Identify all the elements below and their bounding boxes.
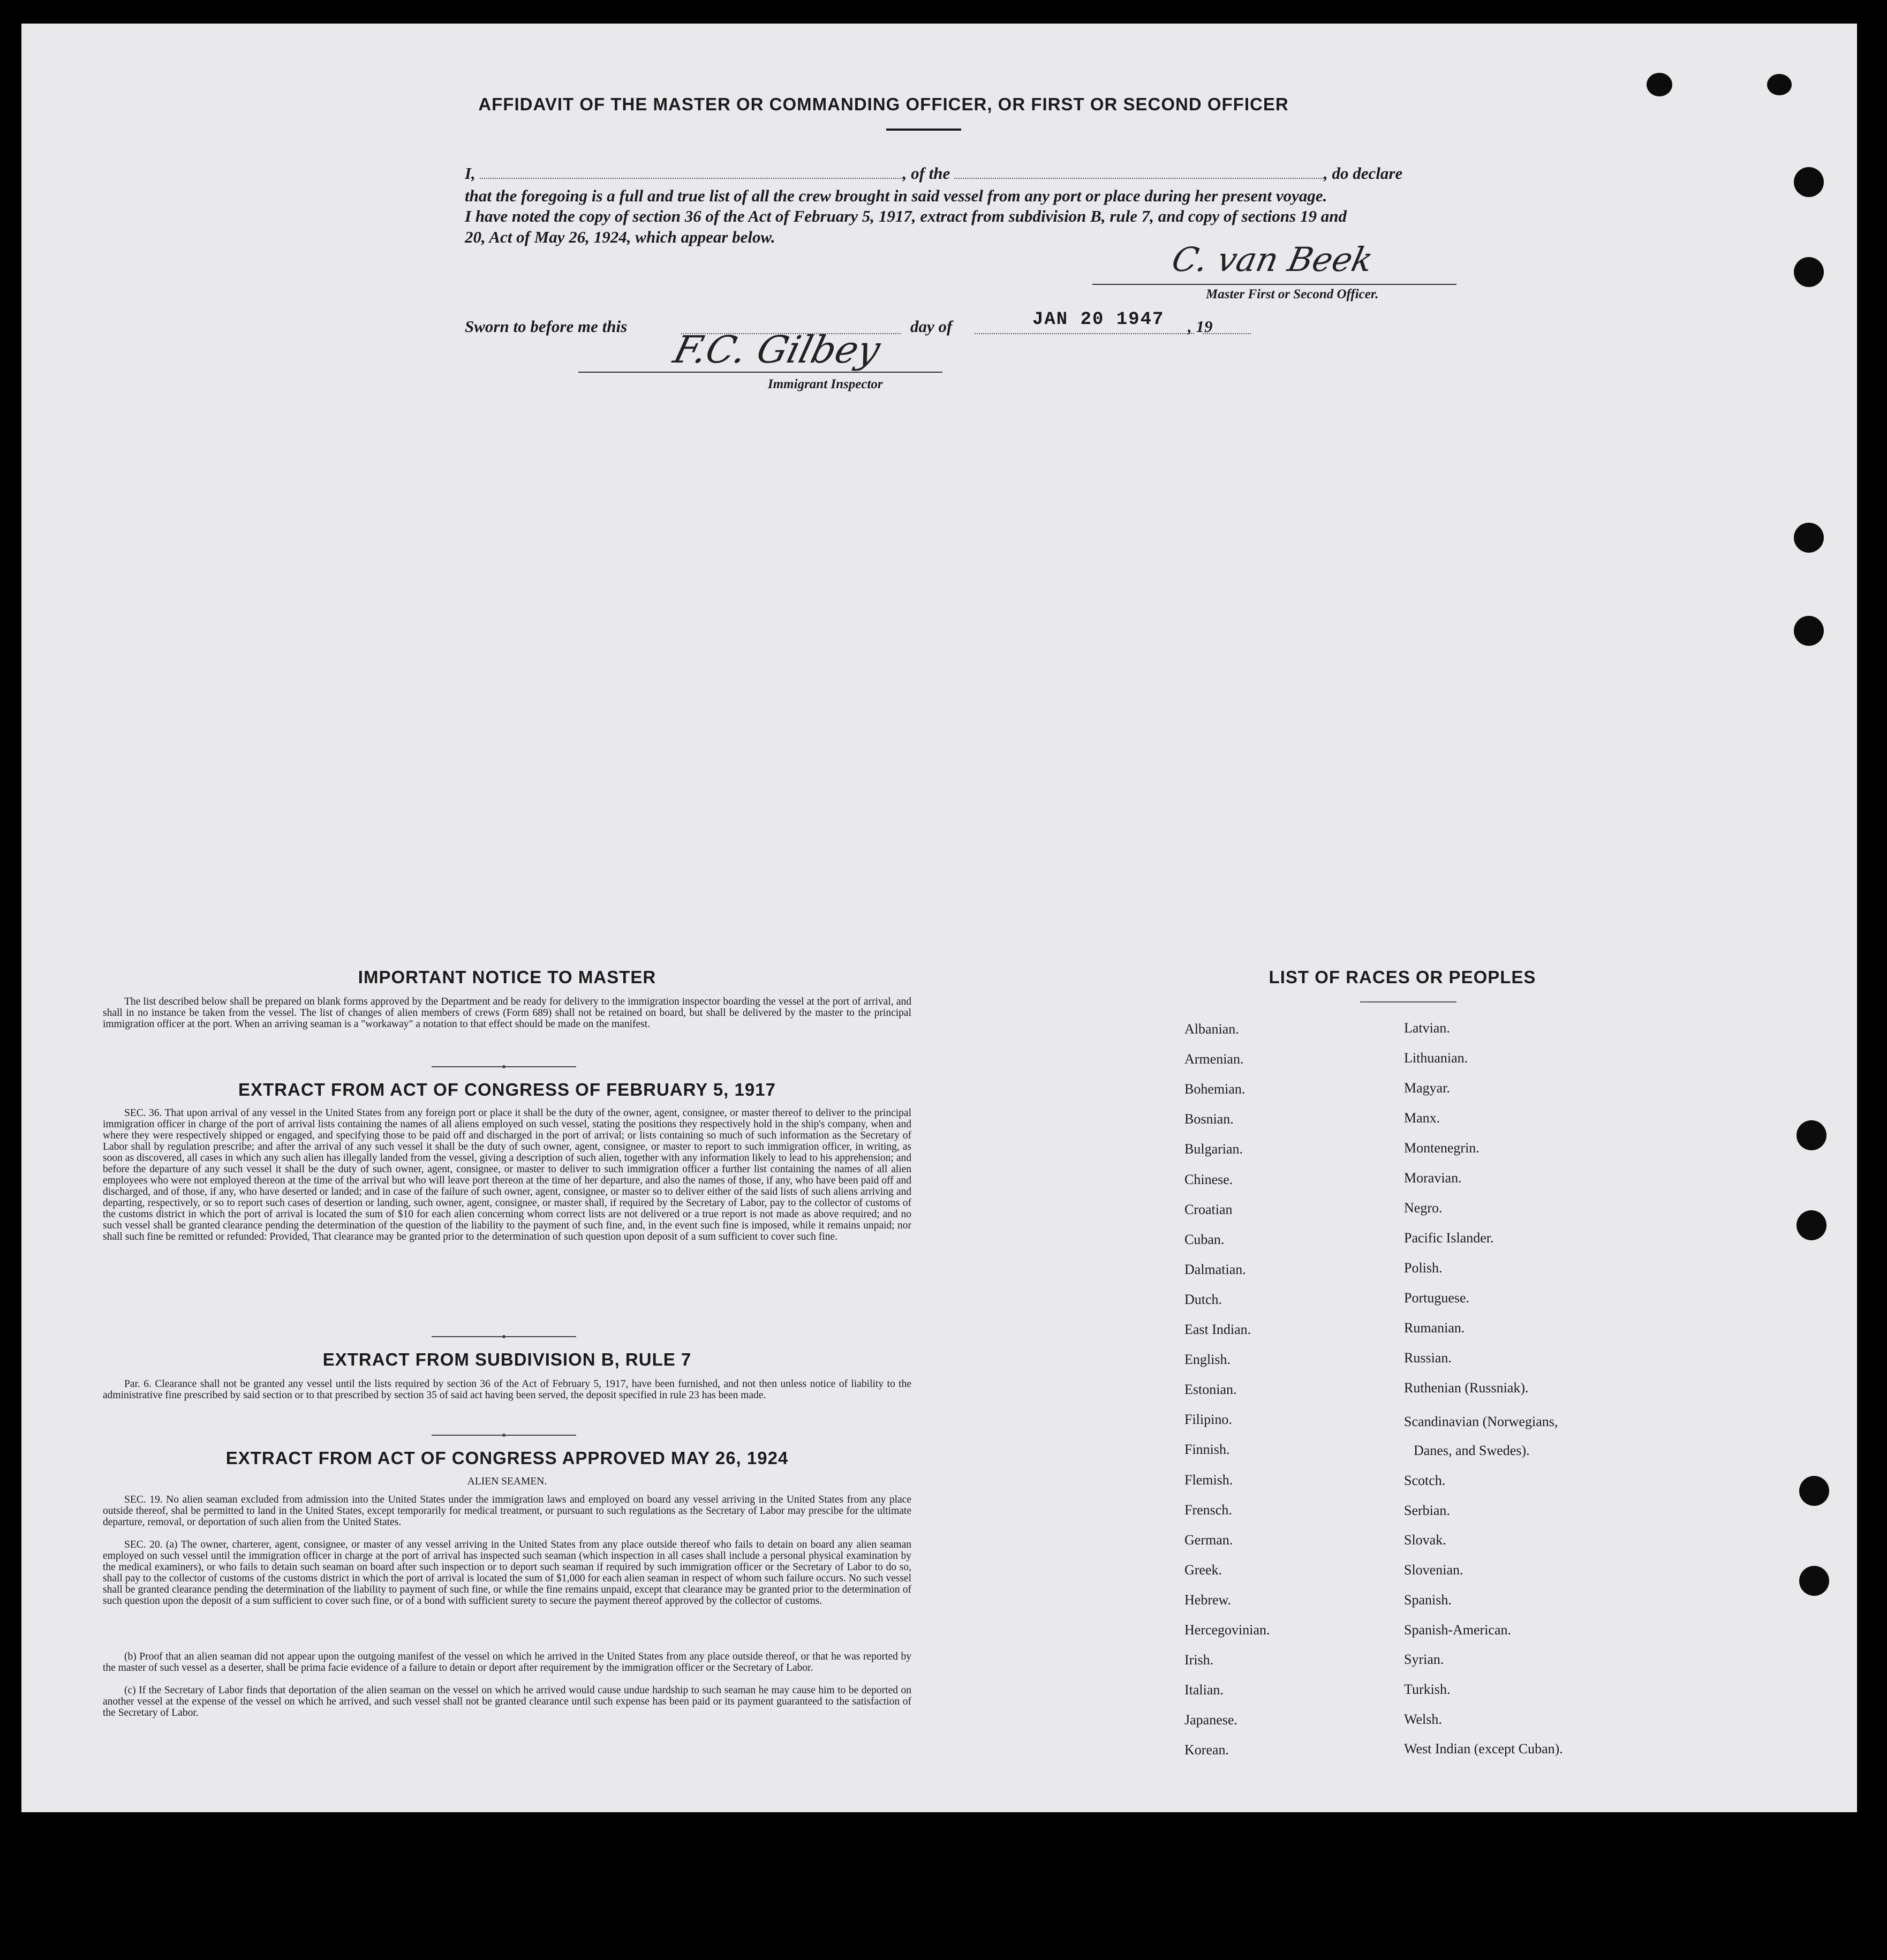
race-item: German.	[1184, 1532, 1233, 1548]
race-item: Russian.	[1404, 1350, 1452, 1366]
race-item: Hebrew.	[1184, 1592, 1232, 1608]
race-item: Greek.	[1184, 1562, 1222, 1578]
race-item: Slovak.	[1404, 1532, 1446, 1548]
name-blank[interactable]	[480, 165, 903, 179]
race-item: Dutch.	[1184, 1291, 1222, 1307]
race-item: Chinese.	[1184, 1171, 1233, 1187]
race-item: Armenian.	[1184, 1051, 1244, 1067]
punch-hole	[1799, 1476, 1829, 1506]
notice-text: The list described below shall be prepared on blank forms approved by the Department and be ready for delivery to the immigration inspector boarding the vessel at the port of arrival, and shall in no instance be taken from the vessel. The list of changes of alien members of crews (Form 689) shall not be retained on board, but shall be delivered by the master to the principal immigration officer at the port. When an arriving seaman is a "workaway" a notation to that effect should be made on the manifest.	[103, 996, 911, 1030]
sworn-month-blank[interactable]	[975, 333, 1194, 334]
race-item: Spanish.	[1404, 1592, 1452, 1608]
notice-title: IMPORTANT NOTICE TO MASTER	[358, 967, 656, 987]
sworn-year: , 19	[1188, 317, 1213, 336]
declaration-do-declare: , do declare	[1324, 164, 1403, 183]
race-item: Cuban.	[1184, 1231, 1225, 1247]
race-item: Rumanian.	[1404, 1320, 1465, 1336]
race-item: Manx.	[1404, 1110, 1440, 1126]
punch-hole	[1647, 73, 1672, 96]
master-signature: C. van Beek	[1168, 240, 1377, 279]
race-item: Latvian.	[1404, 1020, 1450, 1036]
race-item: Pacific Islander.	[1404, 1230, 1494, 1246]
race-item: Dalmatian.	[1184, 1261, 1246, 1277]
punch-hole	[1794, 616, 1824, 646]
master-caption: Master First or Second Officer.	[1206, 287, 1379, 301]
race-item: Scandinavian (Norwegians,	[1404, 1414, 1558, 1429]
race-item: Syrian.	[1404, 1652, 1444, 1668]
punch-hole	[1794, 523, 1824, 553]
inspector-signature-line	[578, 372, 942, 373]
title-rule	[886, 129, 961, 131]
sworn-year-blank[interactable]	[1203, 333, 1251, 334]
race-item: Scotch.	[1404, 1473, 1446, 1488]
extract-1924-sec19: SEC. 19. No alien seaman excluded from admission into the United States under the immigration laws and employed on board any vessel arriving in the United States from any place outside thereof, shal be permitted to land in the United States, except temporarily for medical treatment, or pursuant to such regulations as the Secretary of Labor may prescibe for the ultimate departure, removal, or deportation of such alien from the United States.	[103, 1494, 911, 1528]
race-item: Lithuanian.	[1404, 1050, 1468, 1066]
inspector-signature: F.C. Gilbey	[669, 328, 885, 372]
declaration-of-the: , of the	[902, 164, 950, 183]
extract-1924-sec20b: (b) Proof that an alien seaman did not appear upon the outgoing manifest of the vessel on which he arrived in the United States from any place outside thereof, or that he was reported by the master of such vessel as a deserter, shall be prima facie evidence of a failure to detain or deport after requirement by the immigration officer or the Secretary of Labor.	[103, 1651, 911, 1673]
race-item: Magyar.	[1404, 1080, 1450, 1096]
punch-hole	[1767, 74, 1792, 95]
separator-dot	[502, 1335, 505, 1338]
race-item: Albanian.	[1184, 1021, 1239, 1037]
punch-hole	[1797, 1210, 1826, 1240]
extract-rule7-title: EXTRACT FROM SUBDIVISION B, RULE 7	[322, 1350, 692, 1369]
punch-hole	[1797, 1120, 1826, 1150]
race-item: Italian.	[1184, 1682, 1224, 1698]
race-item: West Indian (except Cuban).	[1404, 1741, 1563, 1757]
race-item: Ruthenian (Russniak).	[1404, 1380, 1529, 1396]
race-item: Irish.	[1184, 1652, 1214, 1668]
race-item: Serbian.	[1404, 1502, 1450, 1518]
inspector-caption: Immigrant Inspector	[768, 377, 883, 391]
declaration-i: I,	[465, 164, 475, 183]
separator-dot	[502, 1065, 505, 1068]
race-item: Frensch.	[1184, 1502, 1232, 1518]
extract-1924-subtitle: ALIEN SEAMEN.	[467, 1476, 547, 1487]
affidavit-title: AFFIDAVIT OF THE MASTER OR COMMANDING OFFICER, OR FIRST OR SECOND OFFICER	[478, 94, 1289, 114]
declaration-line-3: I have noted the copy of section 36 of the Act of February 5, 1917, extract from subdivision B, rule 7, and copy of sections 19 and	[465, 207, 1347, 225]
race-item: English.	[1184, 1352, 1231, 1368]
sworn-day-of: day of	[910, 317, 953, 336]
extract-1924-title: EXTRACT FROM ACT OF CONGRESS APPROVED MAY 26, 1924	[225, 1448, 789, 1468]
race-item: Slovenian.	[1404, 1562, 1463, 1578]
race-item: Polish.	[1404, 1260, 1443, 1276]
declaration-line-2: that the foregoing is a full and true list of all the crew brought in said vessel from any port or place during her present voyage.	[465, 186, 1327, 205]
race-item: Filipino.	[1184, 1412, 1232, 1428]
punch-hole	[1794, 257, 1824, 287]
race-item: Finnish.	[1184, 1442, 1230, 1458]
race-item: Turkish.	[1404, 1681, 1451, 1697]
sworn-prefix: Sworn to before me this	[465, 317, 628, 336]
extract-rule7-text: Par. 6. Clearance shall not be granted any vessel until the lists required by section 36 of the Act of February 5, 1917, have been furnished, and not then unless notice of liability to the administrative fine prescribed by said section or to that prescribed by section 35 of said act having been served, the deposit specified in rule 23 has been made.	[103, 1378, 911, 1401]
extract-1917-title: EXTRACT FROM ACT OF CONGRESS OF FEBRUARY 5, 1917	[238, 1080, 776, 1099]
race-item: Croatian	[1184, 1201, 1233, 1217]
race-item: Bosnian.	[1184, 1111, 1234, 1127]
race-item: East Indian.	[1184, 1322, 1251, 1337]
race-item: Estonian.	[1184, 1382, 1237, 1398]
vessel-blank[interactable]	[954, 165, 1324, 179]
races-title: LIST OF RACES OR PEOPLES	[1269, 967, 1536, 987]
race-item: Moravian.	[1404, 1170, 1462, 1186]
declaration-line-1	[465, 164, 1461, 183]
race-item: Welsh.	[1404, 1711, 1442, 1727]
race-item: Spanish-American.	[1404, 1622, 1512, 1638]
race-item: Hercegovinian.	[1184, 1622, 1270, 1638]
race-item: Danes, and Swedes).	[1414, 1443, 1530, 1459]
races-rule	[1360, 1001, 1456, 1002]
race-item: Korean.	[1184, 1742, 1229, 1758]
master-signature-line	[1092, 284, 1456, 285]
race-item: Bohemian.	[1184, 1081, 1246, 1097]
separator-dot	[502, 1434, 505, 1437]
extract-1924-sec20a: SEC. 20. (a) The owner, charterer, agent, consignee, or master of any vessel arriving in the United States from any place outside thereof who fails to detain on board any alien seaman employed on such vessel until the immigration officer in charge at the port of arrival has inspected such seaman (which inspection in all cases shall include a personal physical examination by the medical examiners), or who fails to detain such seaman on board after such inspection or to deport such seaman if required by such immigration officer or the Secretary of Labor to do so, shall pay to the collector of customs of the customs district in which the port of arrival is located the sum of $1,000 for each alien seaman in respect of whom such failure occurs. No such vessel shall be granted clearance pending the determination of the liability to payment of such fine, or while the fine remains unpaid, except that clearance may be granted prior to the determination of such question upon the deposit of a sum sufficient to cover such fine, or of a bond with sufficient surety to secure the payment thereof approved by the collector of customs.	[103, 1539, 911, 1607]
declaration-line-4: 20, Act of May 26, 1924, which appear below.	[465, 228, 775, 246]
race-item: Japanese.	[1184, 1712, 1237, 1728]
race-item: Montenegrin.	[1404, 1140, 1480, 1156]
race-item: Portuguese.	[1404, 1290, 1470, 1306]
punch-hole	[1794, 167, 1824, 197]
race-item: Negro.	[1404, 1200, 1443, 1216]
extract-1917-text: SEC. 36. That upon arrival of any vessel in the United States from any foreign port or place it shall be the duty of the owner, agent, consignee, or master thereof to deliver to the principal immigration officer in charge of the port of arrival lists containing the names of all aliens employed on such vessel, stating the positions they respectively hold in the ship's company, when and where they were respectively shipped or engaged, and specifying those to be paid off and discharged in the port of arrival; or lists containing so much of such information as the Secretary of Labor shall by regulation prescribe; and after the arrival of any such vessel it shall be the duty of such owner, agent, consignee, or master to report to such immigration officer, in writing, as soon as discovered, all cases in which any such alien has illegally landed from the vessel, giving a description of such alien, together with any information likely to lead to his apprehension; and before the departure of any such vessel it shall be the duty of such owner, agent, consignee, or master to deliver to such immigration officer a further list containing the names of all alien employees who were not employed thereon at the time of the arrival but who will leave port thereon at the time of her departure, and also the names of those, if any, who have been paid off and discharged, and of those, if any, who have deserted or landed; and in case of the failure of such owner, agent, consignee, or master so to deliver either of the said lists of such aliens arriving and departing, respectively, or so to report such cases of desertion or landing, such owner, agent, consignee, or master shall, if required by the Secretary of Labor, pay to the collector of customs of the customs district in which the port of arrival is located the sum of $10 for each alien concerning whom correct lists are not delivered or a true report is not made as above required; and no such vessel shall be granted clearance pending the determination of the question of the liability to the payment of such fine, and, in the event such fine is imposed, while it remains unpaid; nor shall such fine be remitted or refunded: Provided, That clearance may be granted prior to the determination of such question upon deposit of a sum sufficient to cover such fine.	[103, 1107, 911, 1242]
extract-1924-sec20c: (c) If the Secretary of Labor finds that deportation of the alien seaman on the vessel on which he arrived would cause undue hardship to such seaman he may cause him to be deported on another vessel at the expense of the vessel on which he arrived, and such vessel shall not be granted clearance until such expense has been paid or its payment guaranteed to the satisfaction of the Secretary of Labor.	[103, 1685, 911, 1718]
race-item: Flemish.	[1184, 1472, 1233, 1488]
race-item: Bulgarian.	[1184, 1141, 1243, 1157]
punch-hole	[1799, 1566, 1829, 1596]
date-stamp: JAN 20 1947	[1032, 310, 1165, 330]
